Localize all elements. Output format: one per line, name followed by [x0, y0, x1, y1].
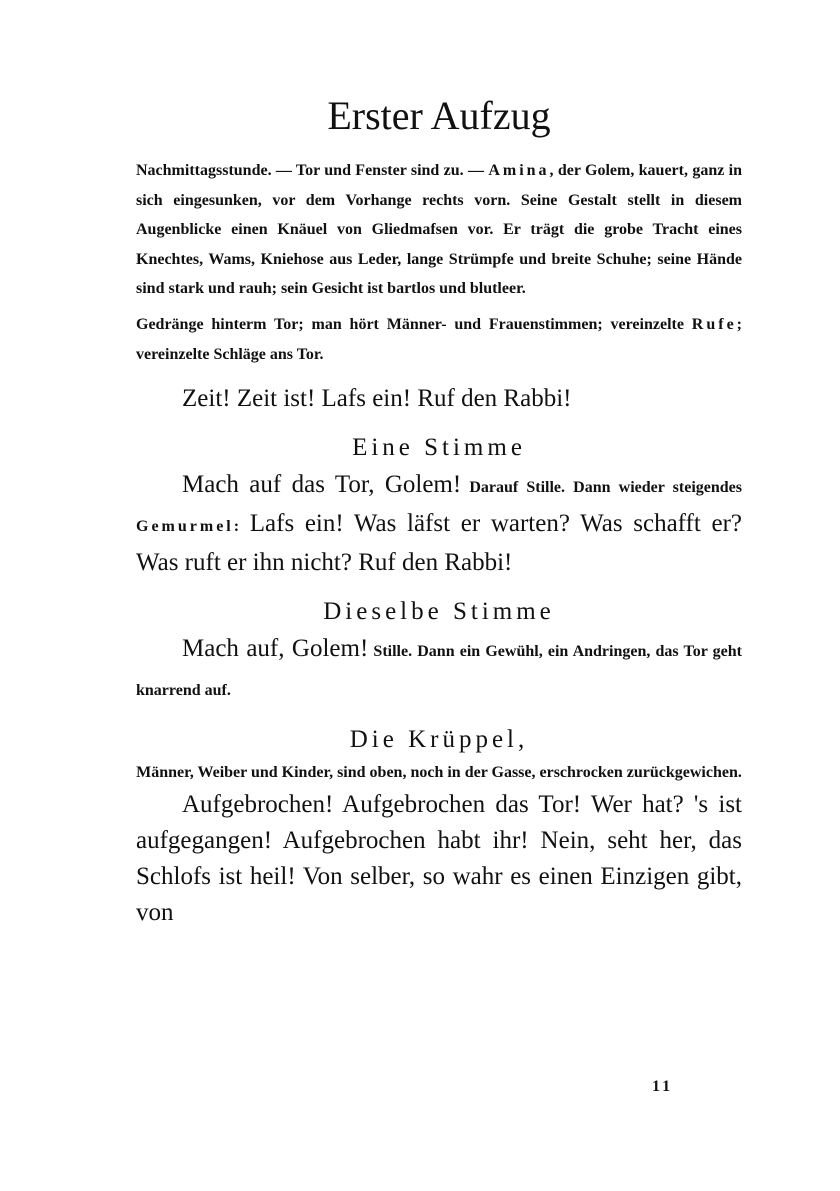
speech-line: Aufgebrochen! Aufgebrochen das Tor! Wer hat? 's ist aufgegangen! Aufgebrochen habt ihr! Nein, seht her, das Schlofs ist heil! Von selber, so wahr es einen Einzigen gibt, von: [136, 791, 742, 927]
stage-direction-opening: [136, 156, 742, 304]
emphasized-word-gemurmel: Gemurmel: [136, 518, 234, 536]
page-number: 11: [652, 1078, 674, 1095]
stage-direction-text: Gedränge hinterm Tor; man hört Männer- und Frauenstimmen; vereinzelte: [136, 315, 692, 333]
stage-direction-text: Nachmittagsstunde. — Tor und Fenster sind zu. —: [136, 162, 489, 179]
inline-stage-direction: Stille. Dann ein Gewühl, ein Andringen, das Tor geht knarrend auf.: [136, 643, 743, 700]
speech-text: Lafs ein! Was läfst er warten? Was schafft er? Was ruft er ihn nicht? Ruf den Rabbi!: [136, 510, 742, 577]
speaker-name: Die Krüppel,: [349, 726, 529, 754]
stage-direction-text: :: [233, 518, 240, 536]
speech-text: Mach auf das Tor, Golem!: [182, 471, 462, 499]
chapter-title: Erster Aufzug: [327, 93, 551, 138]
stage-direction-text: ; vereinzelte Schläge ans Tor.: [136, 315, 742, 363]
speaker-name: Dieselbe Stimme: [323, 598, 555, 626]
speech-text: Mach auf, Golem!: [182, 635, 369, 663]
speaker-name: Eine Stimme: [352, 434, 526, 462]
speech-line: [136, 467, 742, 581]
stage-direction-text: Darauf Stille. Dann wieder steigendes: [461, 479, 743, 497]
emphasized-word-rufe: Rufe: [691, 315, 737, 333]
speech-line-crowd: Zeit! Zeit ist! Lafs ein! Ruf den Rabbi!: [182, 385, 572, 413]
book-page: [136, 90, 742, 931]
stage-direction-crowd: [136, 310, 742, 369]
speaker-stage-note: Männer, Weiber und Kinder, sind oben, noch in der Gasse, erschrocken zurückgewichen.: [136, 764, 742, 782]
character-name-amina: Amina: [488, 162, 550, 179]
speech-line: [136, 631, 742, 709]
stage-direction-text: , der Golem, kauert, ganz in sich eingesunken, vor dem Vorhange rechts vorn. Seine Gestalt stellt in diesem Augenblicke einen Knäuel von Gliedmafsen vor. Er trägt die grobe Tracht eines Knechtes, Wams, Kniehose aus Leder, lange Strümpfe und breite Schuhe; seine Hände sind stark und rauh; sein Gesicht ist bartlos und blutleer.: [136, 162, 742, 298]
